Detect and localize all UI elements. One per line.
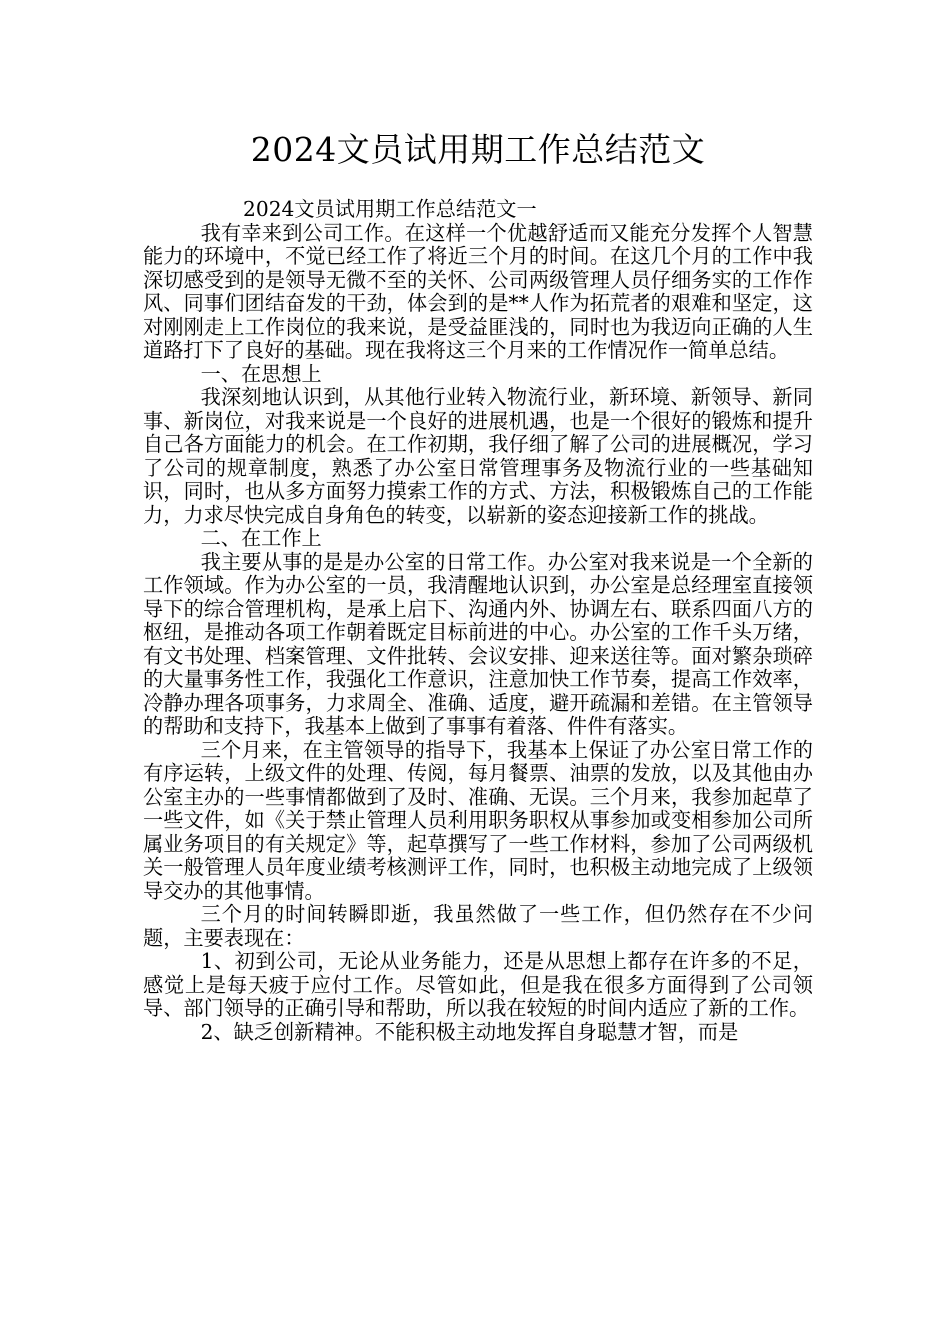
section-heading-thought: 一、在思想上 (200, 361, 322, 386)
paragraph-thought: 我深刻地认识到，从其他行业转入物流行业，新环境、新领导、新同事、新岗位，对我来说是一个良好的进展机遇，也是一个很好的锻炼和提升自己各方面能力的机会。在工作初期，我仔细了解了公司的进展概况，学习了公司的规章制度，熟悉了办公室日常管理事务及物流行业的一些基础知识，同时，也从多方面努力摸索工作的方式、方法，积极锻炼自己的工作能力，力求尽快完成自身角色的转变，以崭新的姿态迎接新工作的挑战。 (143, 385, 813, 527)
paragraph-intro: 我有幸来到公司工作。在这样一个优越舒适而又能充分发挥个人智慧能力的环境中，不觉已经工作了将近三个月的时间。在这几个月的工作中我深切感受到的是领导无微不至的关怀、公司两级管理人员仔细务实的工作作风、同事们团结奋发的干劲，体会到的是**人作为拓荒者的艰难和坚定，这对刚刚走上工作岗位的我来说，是受益匪浅的，同时也为我迈向正确的人生道路打下了良好的基础。现在我将这三个月来的工作情况作一简单总结。 (143, 220, 813, 362)
paragraph-problem-1: 1、初到公司，无论从业务能力，还是从思想上都存在许多的不足，感觉上是每天疲于应付工作。尽管如此，但是我在很多方面得到了公司领导、部门领导的正确引导和帮助，所以我在较短的时间内适应了新的工作。 (143, 949, 813, 1020)
document-subtitle: 2024文员试用期工作总结范文一 (243, 197, 537, 221)
paragraph-three-months: 三个月来，在主管领导的指导下，我基本上保证了办公室日常工作的有序运转，上级文件的处理、传阅，每月餐票、油票的发放，以及其他由办公室主办的一些事情都做到了及时、准确、无误。三个月来，我参加起草了一些文件，如《关于禁止管理人员利用职务职权从事参加或变相参加公司所属业务项目的有关规定》等，起草撰写了一些工作材料，参加了公司两级机关一般管理人员年度业绩考核测评工作，同时，也积极主动地完成了上级领导交办的其他事情。 (143, 737, 813, 903)
paragraph-problems-intro: 三个月的时间转瞬即逝，我虽然做了一些工作，但仍然存在不少问题，主要表现在： (143, 902, 813, 950)
paragraph-work: 我主要从事的是是办公室的日常工作。办公室对我来说是一个全新的工作领域。作为办公室的一员，我清醒地认识到，办公室是总经理室直接领导下的综合管理机构，是承上启下、沟通内外、协调左右、联系四面八方的枢纽，是推动各项工作朝着既定目标前进的中心。办公室的工作千头万绪，有文书处理、档案管理、文件批转、会议安排、迎来送往等。面对繁杂琐碎的大量事务性工作，我强化工作意识，注意加快工作节奏，提高工作效率，冷静办理各项事务，力求周全、准确、适度，避开疏漏和差错。在主管领导的帮助和支持下，我基本上做到了事事有着落、件件有落实。 (143, 549, 813, 738)
document-body (143, 198, 813, 1044)
paragraph-problem-2: 2、缺乏创新精神。不能积极主动地发挥自身聪慧才智，而是 (200, 1019, 739, 1044)
section-heading-work: 二、在工作上 (200, 526, 322, 550)
document-title: 2024文员试用期工作总结范文 (250, 130, 706, 169)
